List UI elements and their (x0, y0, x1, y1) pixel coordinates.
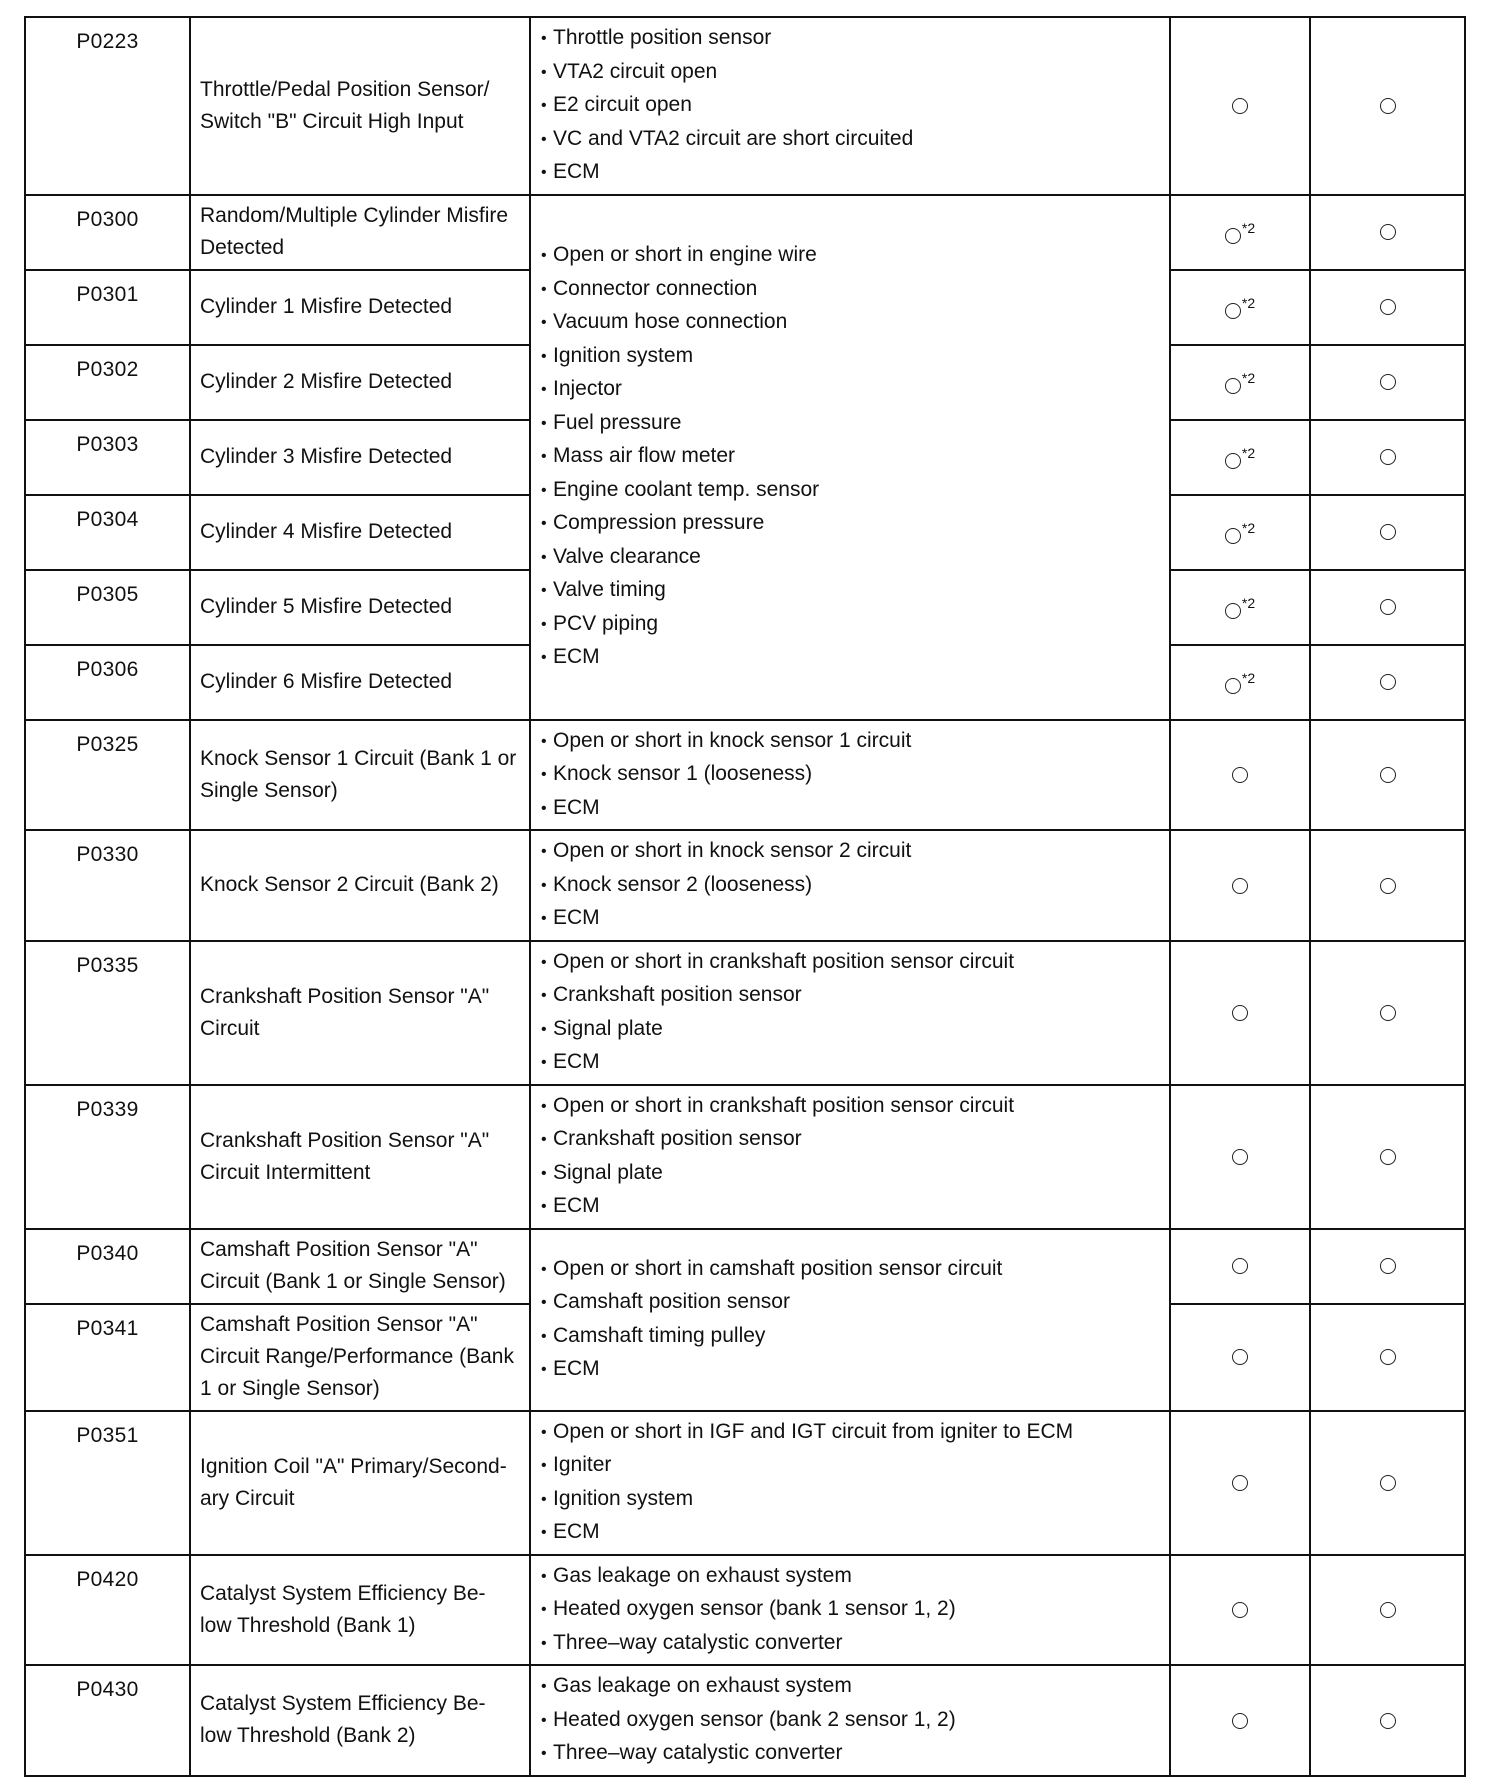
trouble-area-item: • E2 circuit open (541, 89, 1161, 123)
table-row (25, 830, 1465, 941)
dtc-code: P0306 (25, 645, 190, 720)
dtc-code: P0303 (25, 420, 190, 495)
detection-item: Cylinder 1 Misfire Detected (190, 270, 530, 345)
trouble-area-item: • Connector connection (541, 273, 1161, 307)
dtc-table (24, 16, 1466, 1777)
detection-item: Catalyst System Efficiency Be- low Threshold (Bank 1) (190, 1555, 530, 1666)
trouble-area-item: • Heated oxygen sensor (bank 1 sensor 1, 2) (541, 1593, 1161, 1627)
circle-mark-icon (1380, 599, 1396, 615)
dtc-code: P0325 (25, 720, 190, 831)
trouble-area-item: • Compression pressure (541, 507, 1161, 541)
trouble-area (530, 1229, 1170, 1411)
trouble-area-item: • Camshaft position sensor (541, 1286, 1161, 1320)
table-row (25, 17, 1465, 195)
circle-mark-icon (1380, 767, 1396, 783)
trouble-area-item: • VC and VTA2 circuit are short circuited (541, 123, 1161, 157)
circle-mark-icon (1380, 878, 1396, 894)
circle-mark-icon (1380, 1349, 1396, 1365)
detection-item: Camshaft Position Sensor "A" Circuit Range/Performance (Bank 1 or Single Sensor) (190, 1304, 530, 1411)
trouble-area-item: • Heated oxygen sensor (bank 2 sensor 1, 2) (541, 1704, 1161, 1738)
detection-item: Catalyst System Efficiency Be- low Threshold (Bank 2) (190, 1665, 530, 1776)
dtc-code: P0300 (25, 195, 190, 270)
trouble-area-item: • Gas leakage on exhaust system (541, 1560, 1161, 1594)
circle-mark-icon (1225, 303, 1241, 319)
mil-cell (1170, 1229, 1310, 1304)
mil-cell (1170, 495, 1310, 570)
trouble-area (530, 830, 1170, 941)
trouble-area-item: • Signal plate (541, 1013, 1161, 1047)
memory-cell (1310, 570, 1465, 645)
circle-mark-icon (1380, 524, 1396, 540)
trouble-area-item: • Injector (541, 373, 1161, 407)
trouble-area-item: • Fuel pressure (541, 407, 1161, 441)
mil-cell (1170, 941, 1310, 1085)
detection-item: Throttle/Pedal Position Sensor/ Switch "B" Circuit High Input (190, 17, 530, 195)
table-row (25, 720, 1465, 831)
dtc-code: P0351 (25, 1411, 190, 1555)
circle-mark-icon (1380, 1149, 1396, 1165)
mil-cell (1170, 830, 1310, 941)
trouble-area (530, 1555, 1170, 1666)
footnote-mark: *2 (1241, 445, 1256, 461)
detection-item: Knock Sensor 1 Circuit (Bank 1 or Single Sensor) (190, 720, 530, 831)
trouble-area-item: • Three–way catalystic converter (541, 1737, 1161, 1771)
detection-item: Cylinder 4 Misfire Detected (190, 495, 530, 570)
circle-mark-icon (1225, 603, 1241, 619)
circle-mark-icon (1225, 528, 1241, 544)
memory-cell (1310, 345, 1465, 420)
table-row (25, 1555, 1465, 1666)
trouble-area-item: • Valve clearance (541, 541, 1161, 575)
circle-mark-icon (1380, 98, 1396, 114)
circle-mark-icon (1380, 1713, 1396, 1729)
mil-cell (1170, 645, 1310, 720)
circle-mark-icon (1380, 224, 1396, 240)
circle-mark-icon (1225, 678, 1241, 694)
trouble-area-item: • ECM (541, 792, 1161, 826)
mil-cell (1170, 570, 1310, 645)
footnote-mark: *2 (1241, 595, 1256, 611)
memory-cell (1310, 420, 1465, 495)
footnote-mark: *2 (1241, 295, 1256, 311)
memory-cell (1310, 1304, 1465, 1411)
trouble-area (530, 1411, 1170, 1555)
circle-mark-icon (1232, 1149, 1248, 1165)
memory-cell (1310, 645, 1465, 720)
trouble-area-item: • ECM (541, 1190, 1161, 1224)
footnote-mark: *2 (1241, 670, 1256, 686)
trouble-area-item: • Open or short in knock sensor 1 circuit (541, 725, 1161, 759)
trouble-area-item: • ECM (541, 156, 1161, 190)
trouble-area-item: • Camshaft timing pulley (541, 1320, 1161, 1354)
mil-cell (1170, 1085, 1310, 1229)
trouble-area-item: • Valve timing (541, 574, 1161, 608)
trouble-area-item: • Open or short in crankshaft position sensor circuit (541, 1090, 1161, 1124)
circle-mark-icon (1380, 674, 1396, 690)
trouble-area-item: • Crankshaft position sensor (541, 979, 1161, 1013)
dtc-code: P0339 (25, 1085, 190, 1229)
circle-mark-icon (1232, 1258, 1248, 1274)
table-row (25, 1085, 1465, 1229)
dtc-chart-page (24, 16, 1464, 1777)
trouble-area-item: • Knock sensor 1 (looseness) (541, 758, 1161, 792)
trouble-area (530, 17, 1170, 195)
detection-item: Cylinder 3 Misfire Detected (190, 420, 530, 495)
footnote-mark: *2 (1241, 520, 1256, 536)
trouble-area-item: • Throttle position sensor (541, 22, 1161, 56)
trouble-area-item: • Engine coolant temp. sensor (541, 474, 1161, 508)
dtc-code: P0340 (25, 1229, 190, 1304)
dtc-code: P0430 (25, 1665, 190, 1776)
mil-cell (1170, 1411, 1310, 1555)
memory-cell (1310, 495, 1465, 570)
circle-mark-icon (1380, 1602, 1396, 1618)
trouble-area-item: • Knock sensor 2 (looseness) (541, 869, 1161, 903)
memory-cell (1310, 720, 1465, 831)
trouble-area-item: • Gas leakage on exhaust system (541, 1670, 1161, 1704)
trouble-area-item: • Vacuum hose connection (541, 306, 1161, 340)
trouble-area-item: • Mass air flow meter (541, 440, 1161, 474)
trouble-area-item: • ECM (541, 1353, 1161, 1387)
trouble-area-item: • PCV piping (541, 608, 1161, 642)
trouble-area-item: • Open or short in crankshaft position sensor circuit (541, 946, 1161, 980)
trouble-area-item: • Open or short in camshaft position sensor circuit (541, 1253, 1161, 1287)
table-row (25, 195, 1465, 270)
trouble-area-item: • ECM (541, 1046, 1161, 1080)
detection-item: Crankshaft Position Sensor "A" Circuit (190, 941, 530, 1085)
mil-cell (1170, 17, 1310, 195)
detection-item: Cylinder 2 Misfire Detected (190, 345, 530, 420)
trouble-area (530, 1665, 1170, 1776)
dtc-code: P0330 (25, 830, 190, 941)
trouble-area-item: • Igniter (541, 1449, 1161, 1483)
dtc-code: P0305 (25, 570, 190, 645)
circle-mark-icon (1232, 1602, 1248, 1618)
memory-cell (1310, 195, 1465, 270)
circle-mark-icon (1380, 374, 1396, 390)
circle-mark-icon (1225, 378, 1241, 394)
detection-item: Cylinder 6 Misfire Detected (190, 645, 530, 720)
memory-cell (1310, 270, 1465, 345)
dtc-code: P0335 (25, 941, 190, 1085)
circle-mark-icon (1232, 1475, 1248, 1491)
circle-mark-icon (1232, 878, 1248, 894)
detection-item: Ignition Coil "A" Primary/Second- ary Circuit (190, 1411, 530, 1555)
circle-mark-icon (1232, 1005, 1248, 1021)
detection-item: Knock Sensor 2 Circuit (Bank 2) (190, 830, 530, 941)
trouble-area-item: • Ignition system (541, 340, 1161, 374)
circle-mark-icon (1232, 767, 1248, 783)
trouble-area-item: • Crankshaft position sensor (541, 1123, 1161, 1157)
trouble-area-item: • VTA2 circuit open (541, 56, 1161, 90)
memory-cell (1310, 1411, 1465, 1555)
memory-cell (1310, 1085, 1465, 1229)
trouble-area-item: • Three–way catalystic converter (541, 1627, 1161, 1661)
mil-cell (1170, 1555, 1310, 1666)
circle-mark-icon (1225, 453, 1241, 469)
circle-mark-icon (1380, 1005, 1396, 1021)
circle-mark-icon (1232, 1349, 1248, 1365)
trouble-area (530, 720, 1170, 831)
dtc-code: P0420 (25, 1555, 190, 1666)
circle-mark-icon (1380, 299, 1396, 315)
trouble-area (530, 941, 1170, 1085)
memory-cell (1310, 1555, 1465, 1666)
footnote-mark: *2 (1241, 370, 1256, 386)
trouble-area-item: • ECM (541, 902, 1161, 936)
dtc-code: P0302 (25, 345, 190, 420)
detection-item: Crankshaft Position Sensor "A" Circuit Intermittent (190, 1085, 530, 1229)
detection-item: Camshaft Position Sensor "A" Circuit (Bank 1 or Single Sensor) (190, 1229, 530, 1304)
mil-cell (1170, 270, 1310, 345)
trouble-area-item: • ECM (541, 1516, 1161, 1550)
mil-cell (1170, 1304, 1310, 1411)
trouble-area (530, 1085, 1170, 1229)
memory-cell (1310, 1665, 1465, 1776)
mil-cell (1170, 720, 1310, 831)
table-row (25, 1665, 1465, 1776)
table-row (25, 1411, 1465, 1555)
trouble-area-item: • Open or short in engine wire (541, 239, 1161, 273)
circle-mark-icon (1380, 449, 1396, 465)
mil-cell (1170, 1665, 1310, 1776)
footnote-mark: *2 (1241, 220, 1256, 236)
mil-cell (1170, 195, 1310, 270)
mil-cell (1170, 420, 1310, 495)
trouble-area-item: • Open or short in IGF and IGT circuit from igniter to ECM (541, 1416, 1161, 1450)
dtc-code: P0341 (25, 1304, 190, 1411)
detection-item: Random/Multiple Cylinder Misfire Detected (190, 195, 530, 270)
dtc-code: P0304 (25, 495, 190, 570)
trouble-area-item: • Open or short in knock sensor 2 circuit (541, 835, 1161, 869)
trouble-area-item: • Ignition system (541, 1483, 1161, 1517)
dtc-code: P0223 (25, 17, 190, 195)
circle-mark-icon (1380, 1258, 1396, 1274)
circle-mark-icon (1232, 1713, 1248, 1729)
trouble-area-item: • Signal plate (541, 1157, 1161, 1191)
table-row (25, 941, 1465, 1085)
mil-cell (1170, 345, 1310, 420)
dtc-code: P0301 (25, 270, 190, 345)
memory-cell (1310, 830, 1465, 941)
circle-mark-icon (1380, 1475, 1396, 1491)
memory-cell (1310, 1229, 1465, 1304)
circle-mark-icon (1232, 98, 1248, 114)
trouble-area-item: • ECM (541, 641, 1161, 675)
table-row (25, 1229, 1465, 1304)
trouble-area (530, 195, 1170, 720)
circle-mark-icon (1225, 228, 1241, 244)
memory-cell (1310, 17, 1465, 195)
detection-item: Cylinder 5 Misfire Detected (190, 570, 530, 645)
memory-cell (1310, 941, 1465, 1085)
